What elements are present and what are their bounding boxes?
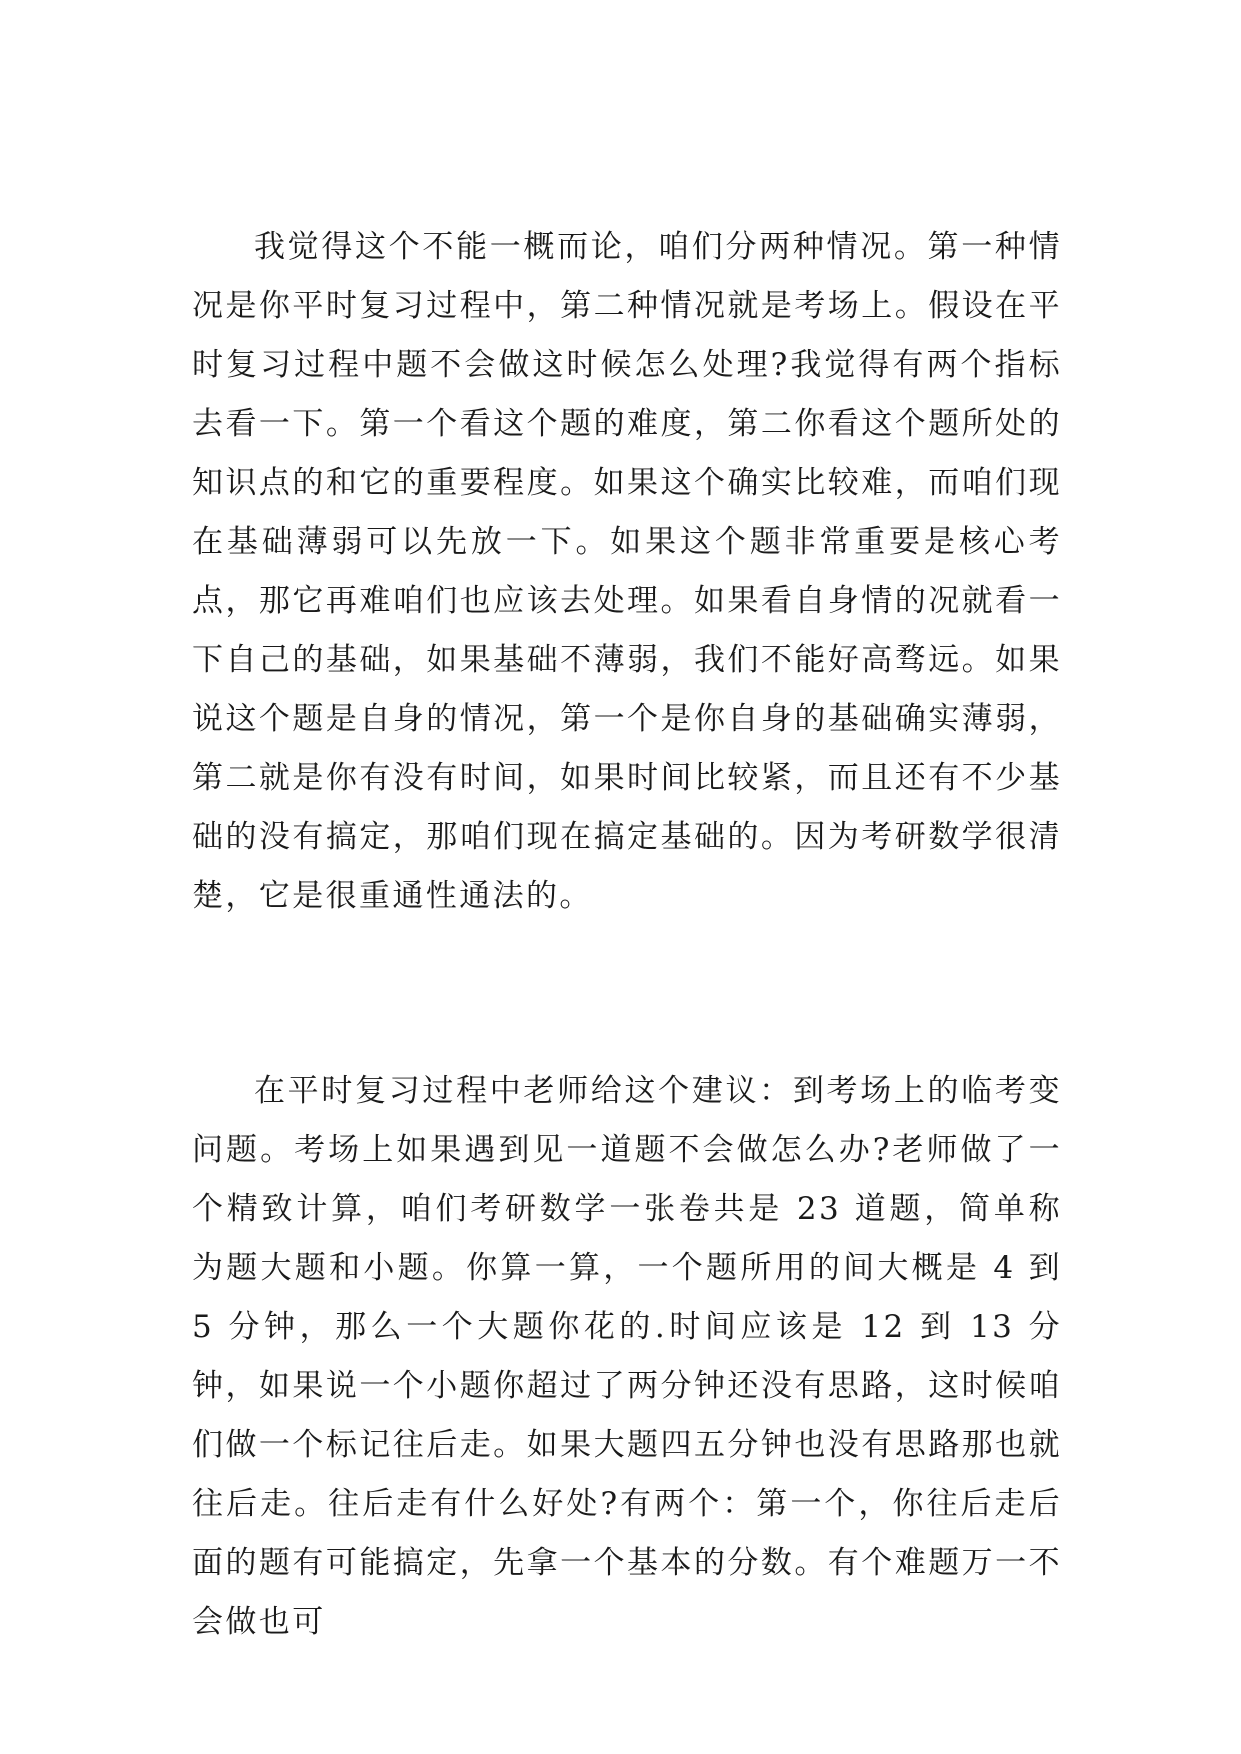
paragraph-2: 在平时复习过程中老师给这个建议：到考场上的临考变问题。考场上如果遇到见一道题不会做怎么办?老师做了一个精致计算，咱们考研数学一张卷共是 23 道题，简单称为题大题和小题。你算一算，一个题所用的间大概是 4 到 5 分钟，那么一个大题你花的.时间应该是 12 到 13 分钟，如果说一个小题你超过了两分钟还没有思路，这时候咱们做一个标记往后走。如果大题四五分钟也没有思路那也就往后走。往后走有什么好处?有两个：第一个，你往后走后面的题有可能搞定，先拿一个基本的分数。有个难题万一不会做也可 — [192, 1073, 1062, 1640]
document-body — [192, 218, 1062, 1652]
paragraph-1: 我觉得这个不能一概而论，咱们分两种情况。第一种情况是你平时复习过程中，第二种情况就是考场上。假设在平时复习过程中题不会做这时候怎么处理?我觉得有两个指标去看一下。第一个看这个题的难度，第二你看这个题所处的知识点的和它的重要程度。如果这个确实比较难，而咱们现在基础薄弱可以先放一下。如果这个题非常重要是核心考点，那它再难咱们也应该去处理。如果看自身情的况就看一下自己的基础，如果基础不薄弱，我们不能好高骛远。如果说这个题是自身的情况，第一个是你自身的基础确实薄弱，第二就是你有没有时间，如果时间比较紧，而且还有不少基础的没有搞定，那咱们现在搞定基础的。因为考研数学很清楚，它是很重通性通法的。 — [192, 229, 1062, 914]
